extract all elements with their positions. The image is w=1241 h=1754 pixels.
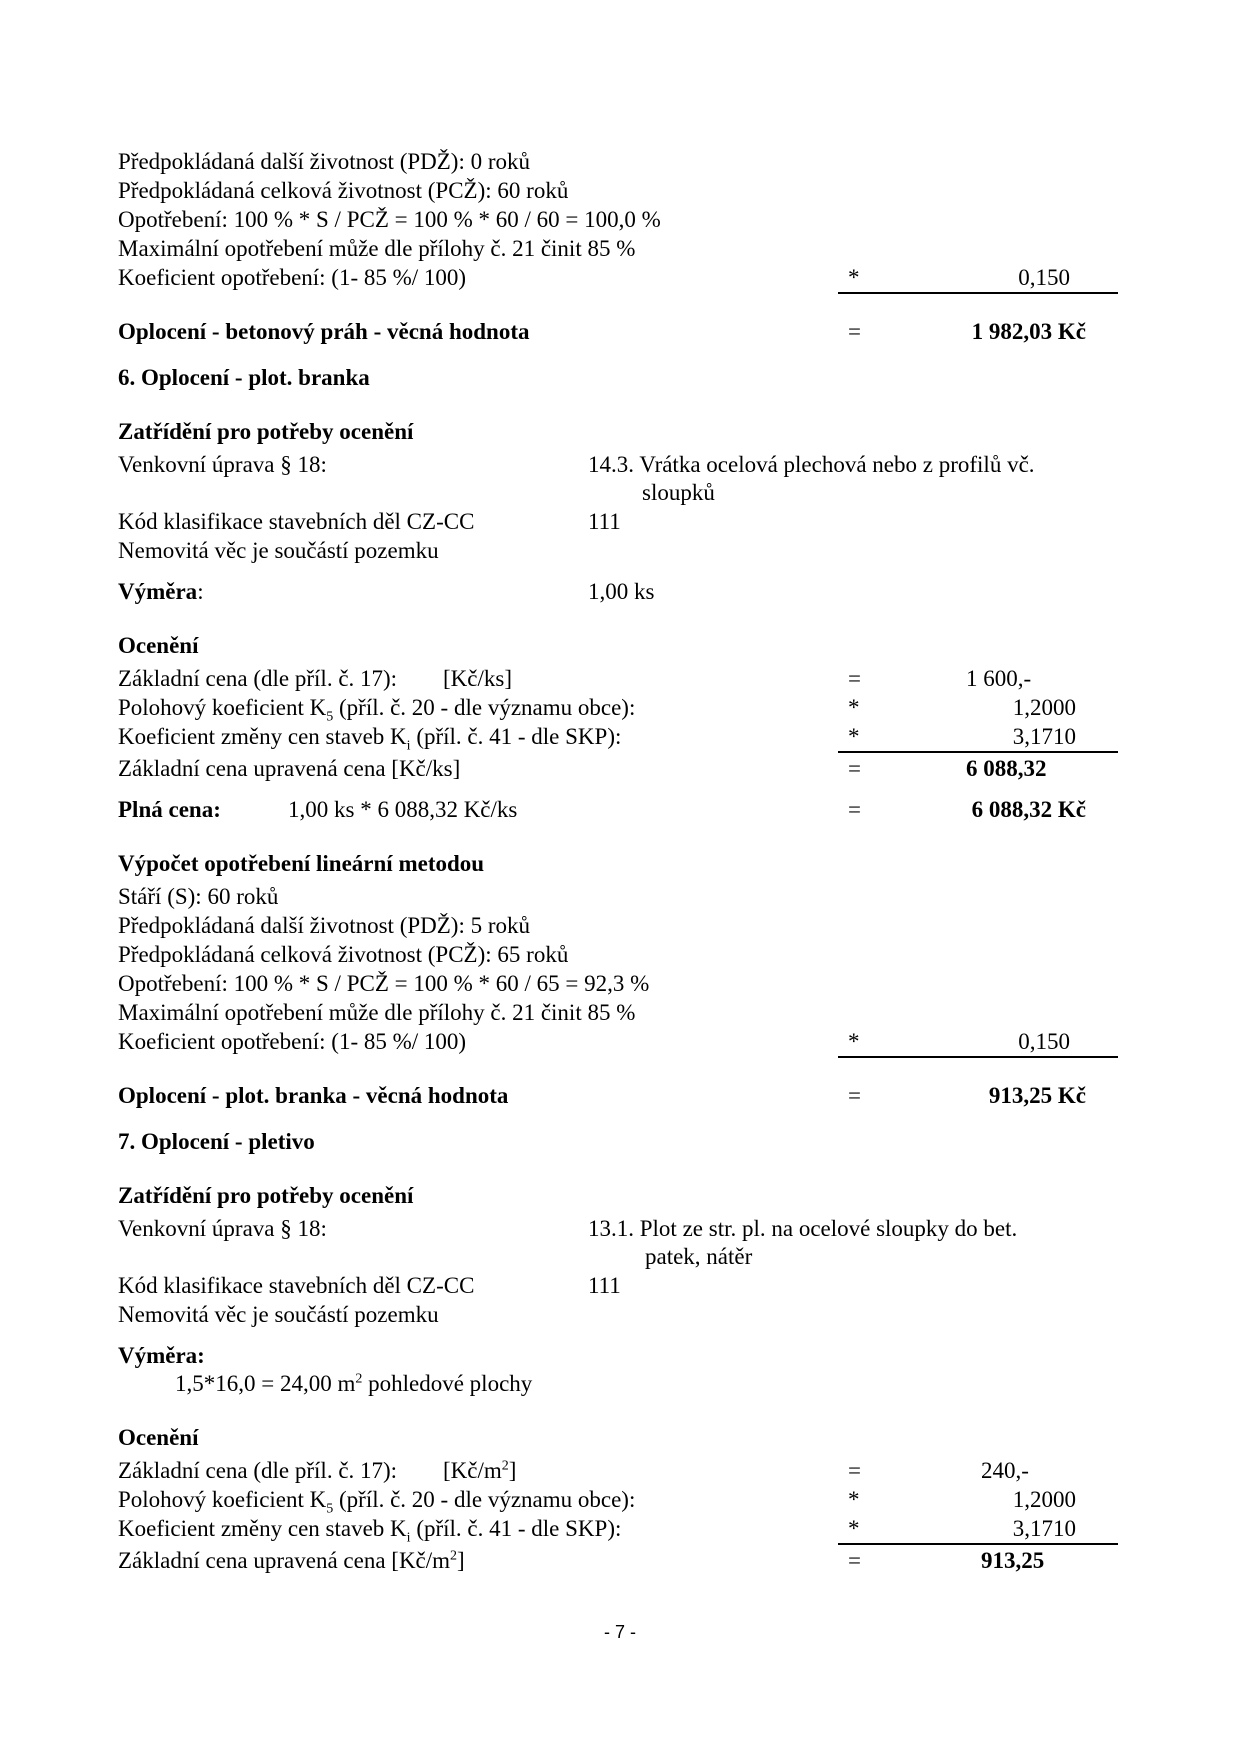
s6-stari-line: Stáří (S): 60 roků xyxy=(118,884,279,909)
s6-venkovni-value-cont: sloupků xyxy=(642,480,715,505)
coef-value: 0,150 xyxy=(1018,265,1070,290)
s7-polohovy-label: Polohový koeficient $K_5$ (příl. č. 20 - dle významu obce): xyxy=(118,1487,636,1517)
s6-plna-label: Plná cena: xyxy=(118,797,221,822)
s6-polohovy-value: 1,2000 xyxy=(1012,695,1076,720)
s7-venkovni-label: Venkovní úprava § 18: xyxy=(118,1216,327,1241)
s7-zakladni-unit: $[Kč/m^2]$ xyxy=(443,1458,517,1483)
coef-label: Koeficient opotřebení: (1- 85 %/ 100) xyxy=(118,265,467,290)
result-operator: = xyxy=(848,319,861,344)
s6-pdz-line: Předpokládaná další životnost (PDŽ): 5 roků xyxy=(118,913,531,938)
s7-zmena-value: 3,1710 xyxy=(1012,1516,1076,1541)
s6-upravena-value: 6 088,32 xyxy=(966,756,1047,781)
s6-upravena-label: Základní cena upravená cena [Kč/ks] xyxy=(118,756,461,781)
s6-result-label: Oplocení - plot. branka - věcná hodnota xyxy=(118,1083,509,1108)
s6-zmena-label: Koeficient změny cen staveb $K_i$ (příl. č. 41 - dle SKP): xyxy=(118,724,622,754)
s6-class-heading: Zatřídění pro potřeby ocenění xyxy=(118,419,414,444)
s6-polohovy-label: Polohový koeficient $K_5$ (příl. č. 20 - dle významu obce): xyxy=(118,695,636,725)
s6-coef-value: 0,150 xyxy=(1018,1029,1070,1054)
s7-zmena-label: Koeficient změny cen staveb $K_i$ (příl. č. 41 - dle SKP): xyxy=(118,1516,622,1546)
result-value: 1 982,03 Kč xyxy=(971,319,1086,344)
s6-result-operator: = xyxy=(848,1083,861,1108)
s7-zmena-operator: * xyxy=(848,1516,860,1541)
s6-vymera-value: 1,00 ks xyxy=(588,579,655,604)
s6-plna-value: 6 088,32 Kč xyxy=(971,797,1086,822)
s7-class-heading: Zatřídění pro potřeby ocenění xyxy=(118,1183,414,1208)
s7-upravena-value: 913,25 xyxy=(981,1548,1045,1573)
s7-zakladni-value: 240,- xyxy=(981,1458,1029,1483)
s6-kod-value: 111 xyxy=(588,509,621,534)
coef-operator: * xyxy=(848,265,860,290)
s6-plna-calc: 1,00 ks * 6 088,32 Kč/ks xyxy=(288,797,518,822)
s7-kod-value: 111 xyxy=(588,1273,621,1298)
s6-max-wear-line: Maximální opotřebení může dle přílohy č. 21 činit 85 % xyxy=(118,1000,636,1025)
s6-zakladni-operator: = xyxy=(848,666,861,691)
s6-coef-operator: * xyxy=(848,1029,860,1054)
s6-zakladni-unit: [Kč/ks] xyxy=(443,666,512,691)
page-number: - 7 - xyxy=(603,1622,636,1642)
s6-kod-label: Kód klasifikace stavebních děl CZ-CC xyxy=(118,509,475,534)
s6-venkovni-value: 14.3. Vrátka ocelová plechová nebo z profilů vč. xyxy=(588,452,1035,477)
s6-result-value: 913,25 Kč xyxy=(988,1083,1086,1108)
result-label: Oplocení - betonový práh - věcná hodnota xyxy=(118,319,530,344)
s6-sum-rule xyxy=(838,751,1118,753)
s7-vymera-label: Výměra: xyxy=(118,1343,205,1368)
s6-upravena-operator: = xyxy=(848,756,861,781)
s6-zakladni-label: Základní cena (dle příl. č. 17): xyxy=(118,666,398,691)
pdz-line: Předpokládaná další životnost (PDŽ): 0 roků xyxy=(118,149,531,174)
s6-polohovy-operator: * xyxy=(848,695,860,720)
section-6-heading: 6. Oplocení - plot. branka xyxy=(118,365,370,390)
s7-venkovni-value: 13.1. Plot ze str. pl. na ocelové sloupky do bet. xyxy=(588,1216,1018,1241)
s6-plna-operator: = xyxy=(848,797,861,822)
s6-coef-rule xyxy=(838,1056,1118,1058)
s7-upravena-label: Základní cena upravená cena $[Kč/m^2]$ xyxy=(118,1548,465,1573)
sum-rule xyxy=(838,292,1118,294)
s7-kod-label: Kód klasifikace stavebních děl CZ-CC xyxy=(118,1273,475,1298)
s7-vymera-calc: 1,5*16,0 = 24,00 $m^2$ pohledové plochy xyxy=(175,1371,533,1396)
section-7-heading: 7. Oplocení - pletivo xyxy=(118,1129,315,1154)
s6-oceneni-heading: Ocenění xyxy=(118,633,199,658)
s6-pcz-line: Předpokládaná celková životnost (PCŽ): 65 roků xyxy=(118,942,569,967)
s7-polohovy-value: 1,2000 xyxy=(1012,1487,1076,1512)
s6-zakladni-value: 1 600,- xyxy=(966,666,1032,691)
s7-sum-rule xyxy=(838,1543,1118,1545)
s6-zmena-operator: * xyxy=(848,724,860,749)
s6-nemovita: Nemovitá věc je součástí pozemku xyxy=(118,538,439,563)
s7-polohovy-operator: * xyxy=(848,1487,860,1512)
pcz-line: Předpokládaná celková životnost (PCŽ): 60 roků xyxy=(118,178,569,203)
s6-vypocet-heading: Výpočet opotřebení lineární metodou xyxy=(118,851,485,876)
s7-venkovni-value-cont: patek, nátěr xyxy=(645,1244,753,1269)
s6-venkovni-label: Venkovní úprava § 18: xyxy=(118,452,327,477)
s7-zakladni-label: Základní cena (dle příl. č. 17): xyxy=(118,1458,398,1483)
wear-line: Opotřebení: 100 % * S / PCŽ = 100 % * 60 / 60 = 100,0 % xyxy=(118,207,661,232)
s6-coef-label: Koeficient opotřebení: (1- 85 %/ 100) xyxy=(118,1029,467,1054)
s7-zakladni-operator: = xyxy=(848,1458,861,1483)
s6-zmena-value: 3,1710 xyxy=(1012,724,1076,749)
s7-nemovita: Nemovitá věc je součástí pozemku xyxy=(118,1302,439,1327)
s7-oceneni-heading: Ocenění xyxy=(118,1425,199,1450)
s6-vymera-label: Výměra: xyxy=(118,579,204,604)
s7-upravena-operator: = xyxy=(848,1548,861,1573)
max-wear-line: Maximální opotřebení může dle přílohy č. 21 činit 85 % xyxy=(118,236,636,261)
s6-wear-line: Opotřebení: 100 % * S / PCŽ = 100 % * 60 / 65 = 92,3 % xyxy=(118,971,650,996)
